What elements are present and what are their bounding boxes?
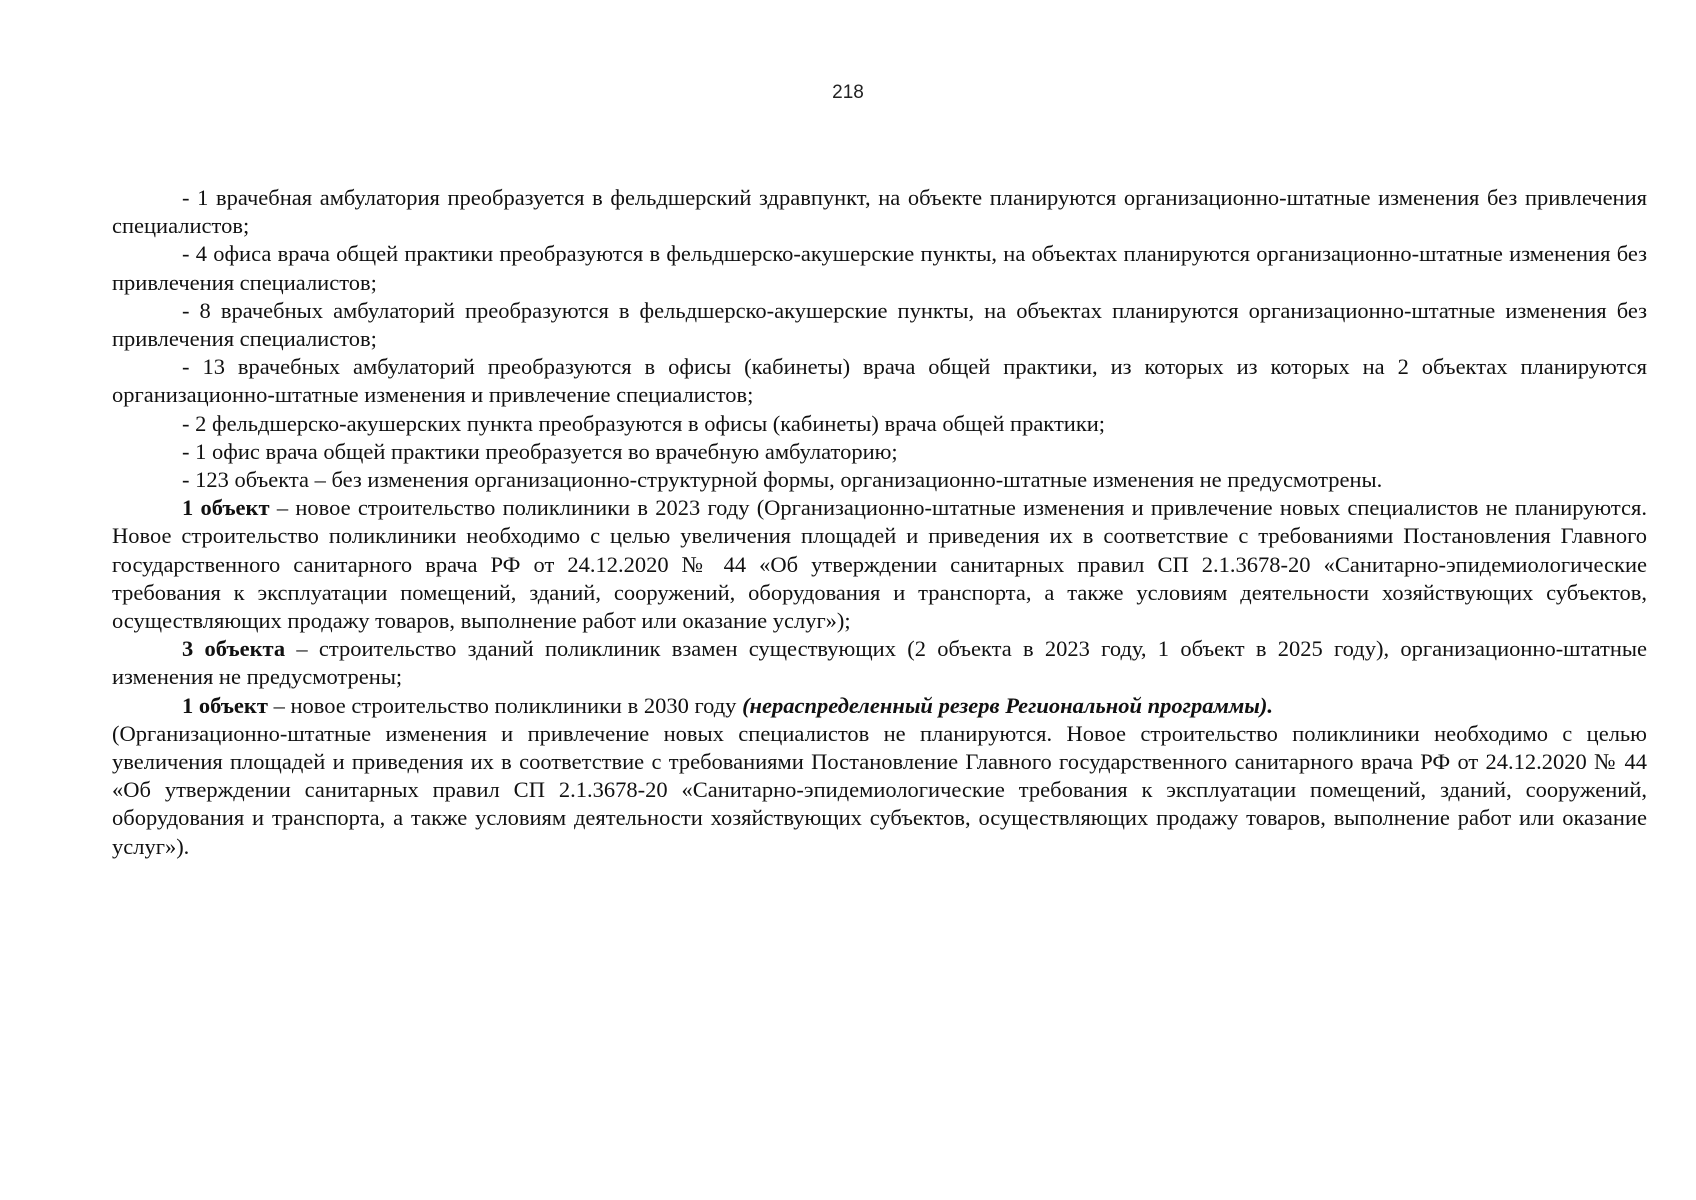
paragraph-item-2: - 4 офиса врача общей практики преобразуются в фельдшерско-акушерские пункты, на объектах планируются организационно-штатные изменения без привлечения специалистов;: [112, 241, 1647, 295]
paragraph-new-polyclinic-2030: [112, 692, 1647, 720]
paragraph-new-polyclinic-2023: [112, 494, 1647, 635]
paragraph-explanation: (Организационно-штатные изменения и привлечение новых специалистов не планируются. Новое строительство поликлиники необходимо с целью увеличения площадей и приведения их в соответствие с требованиями Постановление Главного государственного санитарного врача РФ от 24.12.2020 № 44 «Об утверждении санитарных правил СП 2.1.3678-20 «Санитарно-эпидемиологические требования к эксплуатации помещений, зданий, сооружений, оборудования и транспорта, а также условиям деятельности хозяйствующих субъектов, осуществляющих продажу товаров, выполнение работ или оказание услуг»).: [112, 720, 1647, 859]
paragraph-text: – новое строительство поликлиники в 2023 году (Организационно-штатные изменения и привлечение новых специалистов не планируются. Новое строительство поликлиники необходимо с целью увеличения площадей и приведения их в соответствие с требованиями Постановления Главного государственного санитарного врача РФ от 24.12.2020 № 44 «Об утверждении санитарных правил СП 2.1.3678-20 «Санитарно-эпидемиологические требования к эксплуатации помещений, зданий, сооружений, оборудования и транспорта, а также условиям деятельности хозяйствующих субъектов, осуществляющих продажу товаров, выполнение работ или оказание услуг»);: [112, 495, 1647, 634]
paragraph-replacement-polyclinics: [112, 635, 1647, 691]
paragraph-item-1: - 1 врачебная амбулатория преобразуется в фельдшерский здравпункт, на объекте планируются организационно-штатные изменения без привлечения специалистов;: [112, 185, 1647, 239]
object-count-label: 3 объекта: [182, 636, 286, 662]
paragraph-item-7: - 123 объекта – без изменения организационно-структурной формы, организационно-штатные изменения не предусмотрены.: [182, 467, 1383, 493]
paragraph-item-6: - 1 офис врача общей практики преобразуется во врачебную амбулаторию;: [182, 438, 898, 464]
paragraph-item-4: - 13 врачебных амбулаторий преобразуются в офисы (кабинеты) врача общей практики, из которых из которых на 2 объектах планируются организационно-штатные изменения и привлечение специалистов;: [112, 354, 1647, 408]
paragraph-item-3: - 8 врачебных амбулаторий преобразуются в фельдшерско-акушерские пункты, на объектах планируются организационно-штатные изменения без привлечения специалистов;: [112, 297, 1647, 352]
paragraph-item-5: - 2 фельдшерско-акушерских пункта преобразуются в офисы (кабинеты) врача общей практики;: [182, 410, 1106, 436]
reserve-note: (нераспределенный резерв Региональной программы).: [742, 692, 1274, 718]
paragraph-text: – новое строительство поликлиники в 2030 году: [267, 692, 743, 718]
page-number: 218: [832, 82, 864, 103]
object-count-label: 1 объект: [182, 692, 268, 718]
paragraph-text: – строительство зданий поликлиник взамен существующих (2 объекта в 2023 году, 1 объект в 2025 году), организационно-штатные изменения не предусмотрены;: [112, 636, 1648, 690]
document-body: [112, 184, 1647, 861]
object-count-label: 1 объект: [182, 495, 270, 521]
